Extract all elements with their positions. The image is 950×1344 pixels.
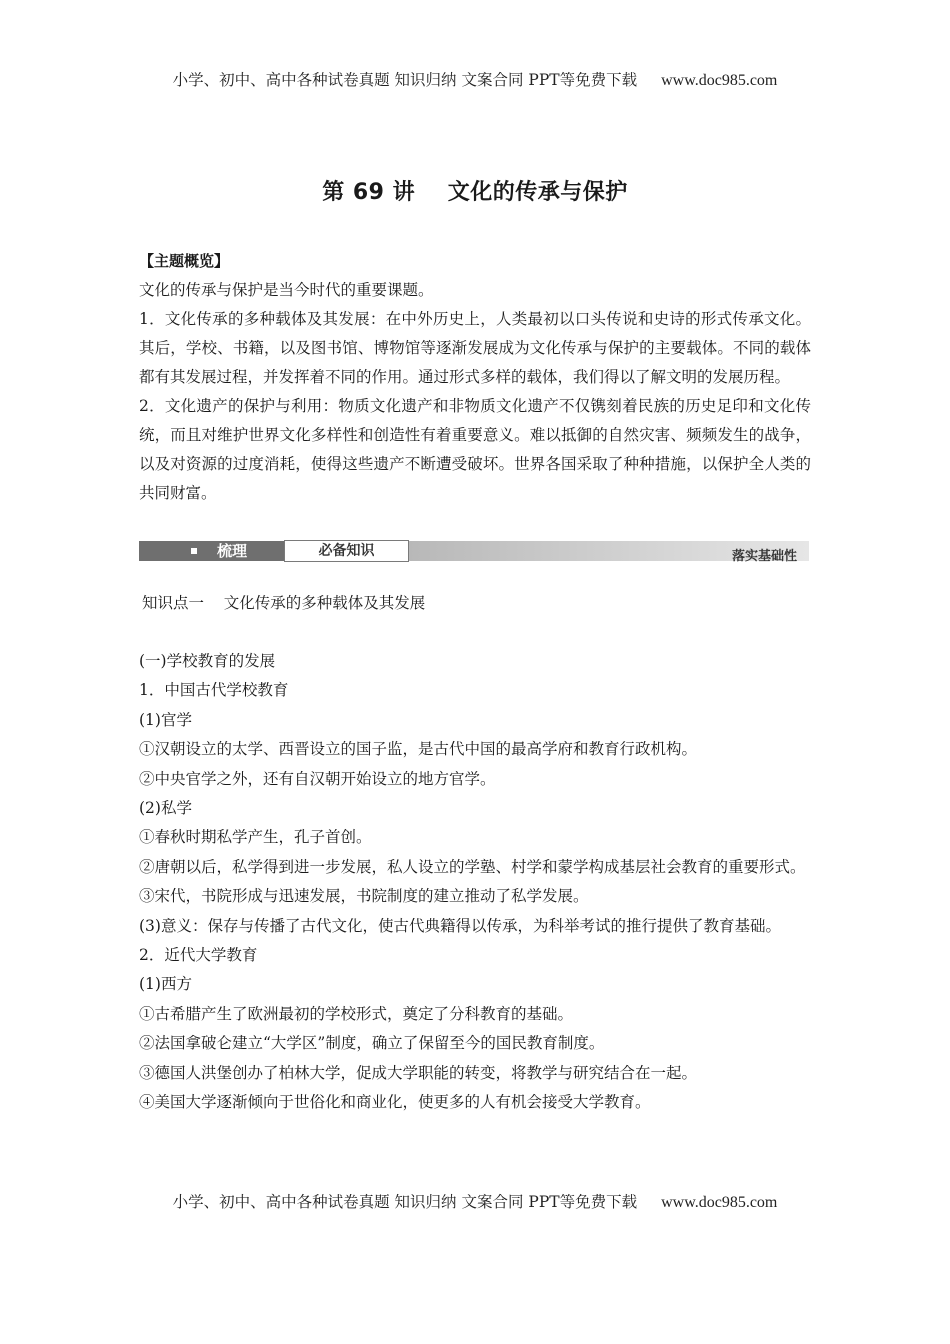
content-line: ②中央官学之外，还有自汉朝开始设立的地方官学。 xyxy=(139,769,496,788)
content-line: (1)西方 xyxy=(139,975,192,994)
header-text: 小学、初中、高中各种试卷真题 知识归纳 文案合同 PPT等免费下载 xyxy=(172,71,638,89)
knowledge-point-heading: 知识点一 文化传承的多种载体及其发展 xyxy=(142,594,426,612)
content-line: 2．近代大学教育 xyxy=(139,946,258,965)
content-line: ③德国人洪堡创办了柏林大学，促成大学职能的转变，将教学与研究结合在一起。 xyxy=(139,1063,698,1082)
banner-left xyxy=(139,541,284,561)
main-content xyxy=(139,647,811,1118)
square-bullet-icon xyxy=(191,548,197,554)
content-line: ①春秋时期私学产生，孔子首创。 xyxy=(139,828,372,847)
topic-overview xyxy=(139,247,811,508)
content-line: ④美国大学逐渐倾向于世俗化和商业化，使更多的人有机会接受大学教育。 xyxy=(139,1093,651,1112)
content-line: (一)学校教育的发展 xyxy=(139,652,276,670)
overview-paragraph: 文化的传承与保护是当今时代的重要课题。 xyxy=(139,281,434,299)
banner-box-label: 必备知识 xyxy=(284,540,409,562)
content-line: (1)官学 xyxy=(139,710,192,729)
content-line: 1．中国古代学校教育 xyxy=(139,681,289,700)
overview-heading: 【主题概览】 xyxy=(139,252,230,270)
page-footer xyxy=(0,1190,950,1212)
footer-text: 小学、初中、高中各种试卷真题 知识归纳 文案合同 PPT等免费下载 xyxy=(172,1193,638,1211)
content-line: ②唐朝以后，私学得到进一步发展，私人设立的学塾、村学和蒙学构成基层社会教育的重要形式。 xyxy=(139,857,806,876)
header-site-link[interactable]: www.doc985.com xyxy=(661,72,778,89)
section-banner xyxy=(139,537,809,565)
content-line: (3)意义：保存与传播了古代文化，使古代典籍得以传承，为科举考试的推行提供了教育基础。 xyxy=(139,916,781,935)
content-line: ①古希腊产生了欧洲最初的学校形式，奠定了分科教育的基础。 xyxy=(139,1004,574,1023)
page-title: 第 69 讲 文化的传承与保护 xyxy=(322,180,628,205)
page-header xyxy=(0,68,950,90)
banner-right-label: 落实基础性 xyxy=(731,549,797,564)
footer-site-link[interactable]: www.doc985.com xyxy=(661,1194,778,1211)
content-line: ①汉朝设立的太学、西晋设立的国子监，是古代中国的最高学府和教育行政机构。 xyxy=(139,740,698,759)
content-line: (2)私学 xyxy=(139,799,192,818)
banner-left-label: 梳理 xyxy=(217,542,248,560)
overview-paragraph: 1．文化传承的多种载体及其发展：在中外历史上，人类最初以口头传说和史诗的形式传承文化。其后，学校、书籍，以及图书馆、博物馆等逐渐发展成为文化传承与保护的主要载体。不同的载体都有其发展过程，并发挥着不同的作用。通过形式多样的载体，我们得以了解文明的发展历程。 xyxy=(139,310,811,386)
content-line: ②法国拿破仑建立“大学区”制度，确立了保留至今的国民教育制度。 xyxy=(139,1034,605,1053)
content-line: ③宋代，书院形成与迅速发展，书院制度的建立推动了私学发展。 xyxy=(139,887,589,906)
overview-paragraph: 2．文化遗产的保护与利用：物质文化遗产和非物质文化遗产不仅镌刻着民族的历史足印和文化传统，而且对维护世界文化多样性和创造性有着重要意义。难以抵御的自然灾害、频频发生的战争，以及对资源的过度消耗，使得这些遗产不断遭受破坏。世界各国采取了种种措施，以保护全人类的共同财富。 xyxy=(139,397,811,502)
